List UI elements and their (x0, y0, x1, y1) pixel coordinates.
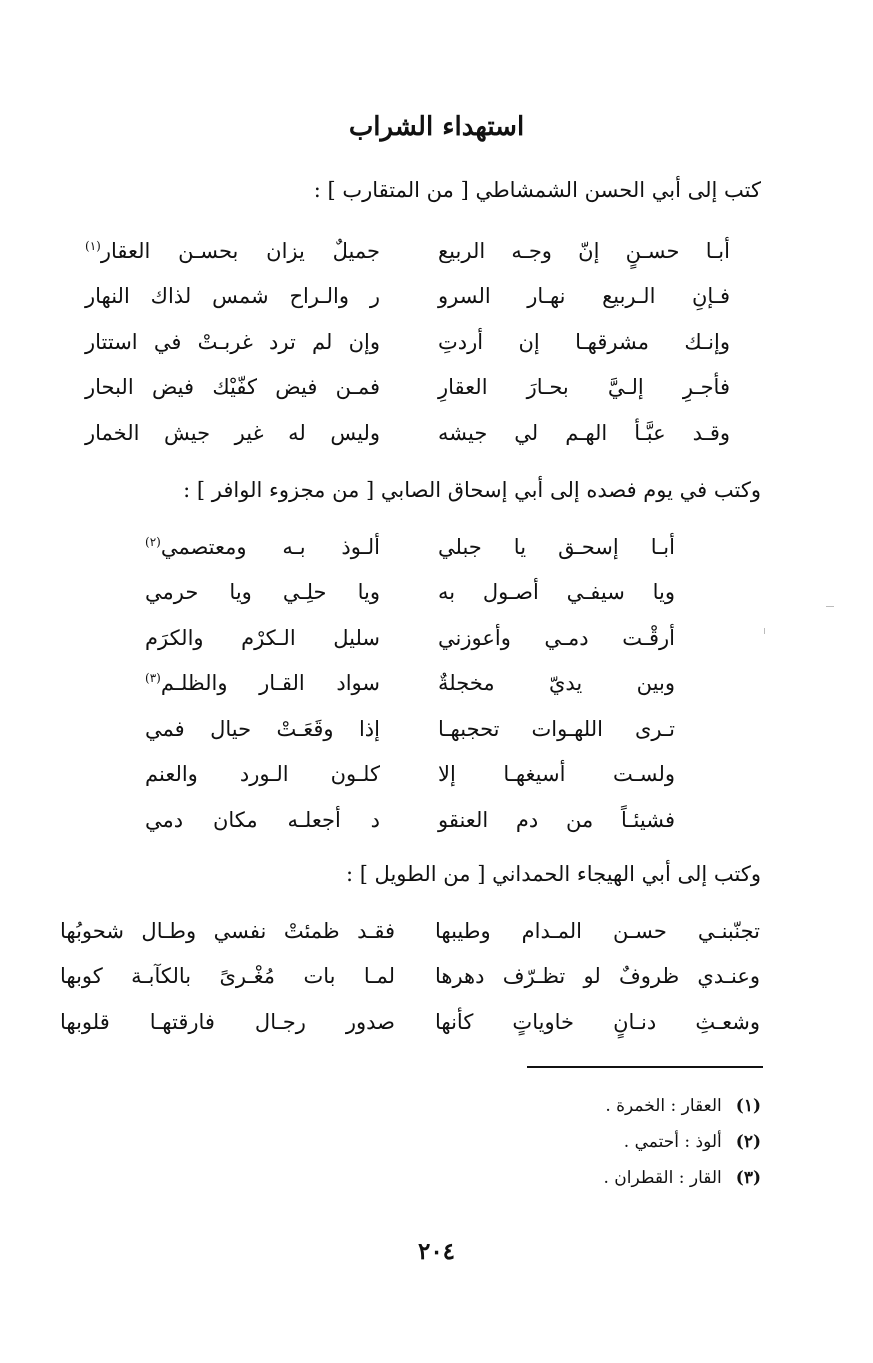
verse (145, 524, 675, 570)
verse-second-hemistich: وإن لم ترد غربـتْ في استتار (85, 329, 380, 354)
verse-first-hemistich: وشعـثِ دنـانٍ خاوياتٍ كأنها (435, 1009, 760, 1034)
footnotes (603, 1088, 761, 1196)
footnote-number: (١) (735, 1096, 761, 1116)
page-title: استهداء الشراب (348, 112, 525, 142)
verse-first-hemistich: أبـا حسـنٍ إنّ وجـه الربيع (438, 238, 730, 263)
footnote-marker: (٣) (145, 671, 161, 686)
verse-first-hemistich: ولسـت أسيغهـا إلا (438, 762, 675, 787)
verse (85, 274, 730, 320)
footnote (603, 1088, 761, 1124)
verse-second-hemistich: د أجعلـه مكان دمي (145, 807, 380, 832)
verse-second-hemistich: جميلٌ يزان بحسـن العقار$^{(١)}$ (85, 238, 380, 263)
verse-first-hemistich: أرقْـت دمـي وأعوزني (438, 625, 675, 650)
intro-line-1: كتب إلى أبي الحسن الشمشاطي [ من المتقارب ] : (313, 178, 761, 202)
verse (85, 365, 730, 411)
verse-second-hemistich: كلـون الـورد والعنم (145, 762, 380, 787)
footnote (603, 1124, 761, 1160)
verse-first-hemistich: فأجـرِ إلـيَّ بحـارَ العقارِ (438, 375, 730, 400)
verse (145, 752, 675, 798)
verse-second-hemistich: وليس له غير جيش الخمار (85, 420, 380, 445)
poem-3 (60, 908, 760, 1045)
verse-first-hemistich: وإنـك مشرقهـا إن أردتِ (438, 329, 730, 354)
verse-second-hemistich: لمـا بات مُغْـرىً بالكآبـة كوبها (60, 964, 395, 989)
verse (85, 228, 730, 274)
verse-second-hemistich: ر والـراح شمس لذاك النهار (85, 284, 380, 309)
verse (60, 954, 760, 1000)
verse-first-hemistich: فشيئـاً من دم العنقو (438, 807, 675, 832)
verse-second-hemistich: سواد القـار والظلـم$^{(٣)}$ (145, 671, 380, 696)
page-number: ٢٠٤ (417, 1238, 456, 1265)
footnote-text: ألوذ : أحتمي . (623, 1132, 722, 1152)
verse (145, 615, 675, 661)
verse-first-hemistich: أبـا إسحـق يا جبلي (438, 534, 675, 559)
verse (145, 797, 675, 843)
scan-speck (826, 606, 834, 607)
verse-first-hemistich: تجنّبنـي حسـن المـدام وطيبها (435, 918, 760, 943)
verse-first-hemistich: فـإنِ الـربيع نهـار السرو (438, 284, 730, 309)
verse-second-hemistich: إذا وقَعَـتْ حيال فمي (145, 716, 380, 741)
verse-first-hemistich: وبين يديّ مخجلةٌ (438, 671, 675, 696)
footnote-number: (٣) (735, 1168, 761, 1188)
verse-first-hemistich: ويا سيفـي أصـول به (438, 580, 675, 605)
footnote-marker: (١) (85, 238, 101, 253)
verse-second-hemistich: صدور رجـال فارقتهـا قلوبها (60, 1009, 395, 1034)
intro-line-2: وكتب في يوم فصده إلى أبي إسحاق الصابي [ من مجزوء الوافر ] : (183, 478, 761, 502)
verse-second-hemistich: ويا حلِـي ويا حرمي (145, 580, 380, 605)
verse-second-hemistich: فمـن فيض كفّيْك فيض البحار (85, 375, 380, 400)
poem-1 (85, 228, 730, 456)
verse-first-hemistich: وقـد عبَّـأ الهـم لي جيشه (438, 420, 730, 445)
poem-2 (145, 524, 675, 843)
footnote (603, 1160, 761, 1196)
verse-first-hemistich: وعنـدي ظروفٌ لو تظـرّف دهرها (435, 964, 760, 989)
verse (60, 999, 760, 1045)
verse (60, 908, 760, 954)
verse-second-hemistich: ألـوذ بـه ومعتصمي$^{(٢)}$ (145, 534, 380, 559)
footnote-text: العقار : الخمرة . (605, 1096, 722, 1116)
footnote-marker: (٢) (145, 534, 161, 549)
intro-line-3: وكتب إلى أبي الهيجاء الحمداني [ من الطويل ] : (345, 862, 761, 886)
verse (145, 570, 675, 616)
scan-speck (764, 628, 765, 634)
verse-second-hemistich: فقـد ظمئتْ نفسي وطـال شحوبُها (60, 918, 395, 943)
verse (85, 410, 730, 456)
verse-second-hemistich: سليل الـكرْم والكرَم (145, 625, 380, 650)
footnote-number: (٢) (735, 1132, 761, 1152)
footnote-text: القار : القطران . (603, 1168, 722, 1188)
verse (145, 706, 675, 752)
verse-first-hemistich: تـرى اللهـوات تحجبهـا (438, 716, 675, 741)
verse (145, 661, 675, 707)
footnote-divider (527, 1066, 763, 1068)
verse (85, 319, 730, 365)
